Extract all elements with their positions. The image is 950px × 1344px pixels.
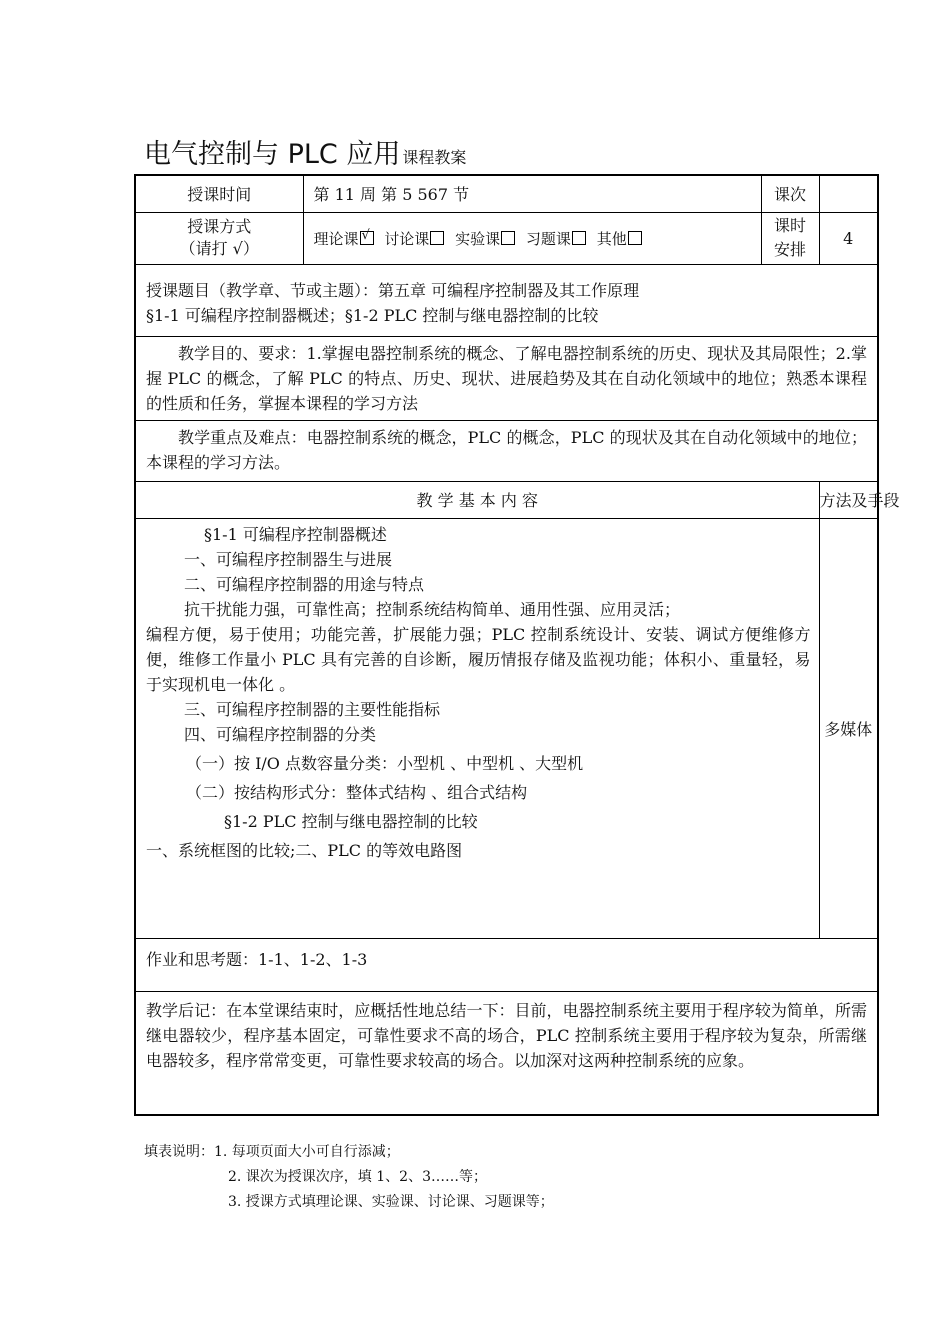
homework-text: 作业和思考题：1-1、1-2、1-3 [146, 949, 368, 969]
course-subtitle: 课程教案 [402, 148, 467, 167]
row-objectives [135, 336, 878, 420]
row-mode [135, 212, 878, 264]
note-line-1: 填表说明：1. 每项页面大小可自行添减； [144, 1144, 400, 1160]
time-value-cell: 第 11 周 第 5 567 节 [303, 175, 761, 212]
checkbox-icon[interactable] [628, 231, 642, 245]
checkbox-icon[interactable] [572, 231, 586, 245]
course-title: 电气控制与 PLC 应用 [144, 139, 401, 170]
row-key-points [135, 420, 878, 481]
row-homework [135, 938, 878, 991]
topic-cell [135, 264, 878, 336]
topic-line-2: §1-1 可编程序控制器概述；§1-2 PLC 控制与继电器控制的比较 [146, 306, 599, 325]
mode-options-cell [303, 212, 761, 264]
time-label-cell: 授课时间 [135, 175, 303, 212]
hours-label-cell: 课时 安排 [761, 212, 819, 264]
lesson-plan-table [134, 174, 900, 1116]
note-line-2: 2. 课次为授课次序，填 1、2、3……等； [228, 1169, 487, 1185]
objectives-cell [135, 336, 878, 420]
row-afterword [135, 991, 878, 1115]
note-line-3: 3. 授课方式填理论课、实验课、讨论课、习题课等； [228, 1194, 554, 1210]
checkbox-icon[interactable] [501, 231, 515, 245]
mode-option-discussion[interactable]: 讨论课 [384, 230, 444, 248]
topic-line-1: 授课题目（教学章、节或主题）：第五章 可编程序控制器及其工作原理 [146, 281, 640, 300]
row-content [135, 518, 878, 938]
content-item-4: 四、可编程序控制器的分类 [184, 724, 377, 744]
mode-option-other[interactable]: 其他 [597, 230, 642, 248]
row-time [135, 175, 878, 212]
page-title [144, 132, 466, 171]
method-cell: 多媒体 [819, 518, 878, 938]
content-item-2: 二、可编程序控制器的用途与特点 [184, 574, 425, 594]
content-cell [135, 518, 819, 938]
lesson-no-value-cell [819, 175, 878, 212]
row-topic [135, 264, 878, 336]
mode-option-theory[interactable]: 理论课√ [314, 230, 374, 248]
mode-option-lab[interactable]: 实验课 [455, 230, 515, 248]
hours-value-cell: 4 [819, 212, 878, 264]
key-points-cell [135, 420, 878, 481]
content-sub-1: （一）按 I/O 点数容量分类：小型机 、中型机 、大型机 [186, 753, 584, 773]
content-header-cell: 教 学 基 本 内 容 [135, 481, 819, 518]
content-section-1: §1-1 可编程序控制器概述 [204, 524, 387, 544]
content-item-1: 一、可编程序控制器生与进展 [184, 549, 393, 569]
afterword-text: 教学后记：在本堂课结束时，应概括性地总结一下：目前，电器控制系统主要用于程序较为简单，所需继电器较少，程序基本固定，可靠性要求不高的场合，PLC 控制系统主要用于程序较为复杂，所需继电器较多，程序常常变更，可靠性要求较高的场合。以加深对这两种控制系统的应象。 [146, 1000, 867, 1070]
content-para-1: 抗干扰能力强，可靠性高；控制系统结构简单、通用性强、应用灵活； [184, 599, 681, 619]
form-notes [144, 1140, 554, 1215]
checkbox-checked-icon[interactable] [360, 231, 374, 245]
key-points-text: 教学重点及难点：电器控制系统的概念，PLC 的概念，PLC 的现状及其在自动化领域中的地位；本课程的学习方法。 [146, 427, 867, 472]
content-last-line: 一、系统框图的比较;二、PLC 的等效电路图 [146, 840, 463, 860]
objectives-text: 教学目的、要求：1.掌握电器控制系统的概念、了解电器控制系统的历史、现状及其局限性；2.掌握 PLC 的概念，了解 PLC 的特点、历史、现状、进展趋势及其在自动化领域中的地位；熟悉本课程的性质和任务，掌握本课程的学习方法 [146, 343, 867, 413]
mode-option-exercise[interactable]: 习题课 [526, 230, 586, 248]
afterword-cell [135, 991, 878, 1115]
homework-cell [135, 938, 878, 991]
lesson-no-label-cell: 课次 [761, 175, 819, 212]
checkbox-icon[interactable] [430, 231, 444, 245]
content-sub-2: （二）按结构形式分：整体式结构 、组合式结构 [186, 782, 528, 802]
content-item-3: 三、可编程序控制器的主要性能指标 [184, 699, 441, 719]
content-section-2: §1-2 PLC 控制与继电器控制的比较 [224, 811, 478, 831]
mode-label-cell: 授课方式 （请打 √） [135, 212, 303, 264]
method-header-cell: 方法及手段 [819, 481, 878, 518]
row-content-header [135, 481, 878, 518]
content-para-2: 编程方便，易于使用；功能完善，扩展能力强；PLC 控制系统设计、安装、调试方便维修方便，维修工作量小 PLC 具有完善的自诊断，履历情报存储及监视功能；体积小、重量轻，易于实现机电一体化 。 [146, 624, 811, 694]
